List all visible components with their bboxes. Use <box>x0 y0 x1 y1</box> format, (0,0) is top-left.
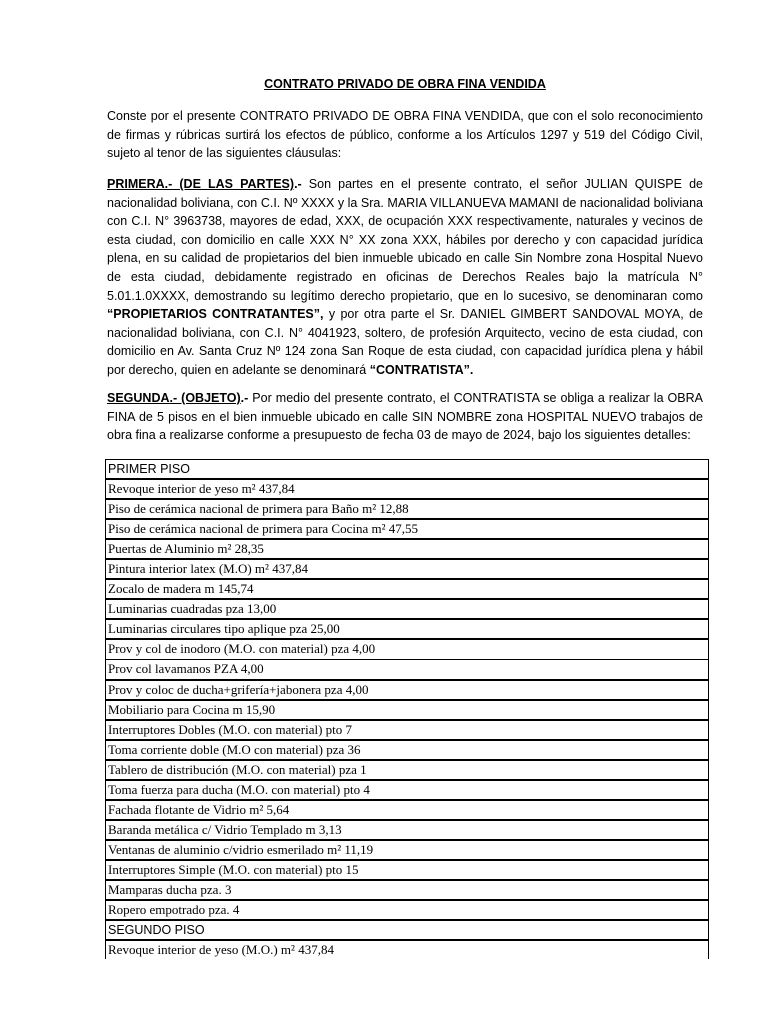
table-row: Prov y coloc de ducha+grifería+jabonera pza 4,00 <box>105 680 709 700</box>
table-row: Revoque interior de yeso m² 437,84 <box>105 479 709 499</box>
table-row: Interruptores Simple (M.O. con material) pto 15 <box>105 860 709 880</box>
table-row: Tablero de distribución (M.O. con material) pza 1 <box>105 760 709 780</box>
table-row: Piso de cerámica nacional de primera para Cocina m² 47,55 <box>105 519 709 539</box>
table-row: Mobiliario para Cocina m 15,90 <box>105 700 709 720</box>
table-section-heading: SEGUNDO PISO <box>105 920 709 940</box>
details-table <box>105 459 709 959</box>
table-row: Toma corriente doble (M.O con material) pza 36 <box>105 740 709 760</box>
clause-primera-dash: .- <box>294 177 302 191</box>
clause-segunda-heading: SEGUNDA.- (OBJETO) <box>107 391 241 405</box>
table-row: Piso de cerámica nacional de primera para Baño m² 12,88 <box>105 499 709 519</box>
table-row: Revoque interior de yeso (M.O.) m² 437,84 <box>105 940 709 959</box>
table-row: Mamparas ducha pza. 3 <box>105 880 709 900</box>
table-row: Zocalo de madera m 145,74 <box>105 579 709 599</box>
table-row: Prov col lavamanos PZA 4,00 <box>105 659 709 679</box>
table-row: Toma fuerza para ducha (M.O. con material) pto 4 <box>105 780 709 800</box>
clause-primera <box>107 175 703 380</box>
table-row: Puertas de Aluminio m² 28,35 <box>105 539 709 559</box>
clause-primera-party-contractor: “CONTRATISTA”. <box>369 362 474 377</box>
clause-segunda <box>107 389 703 445</box>
table-section-heading: PRIMER PISO <box>105 459 709 479</box>
table-row: Baranda metálica c/ Vidrio Templado m 3,13 <box>105 820 709 840</box>
clause-primera-heading: PRIMERA.- (DE LAS PARTES) <box>107 177 295 191</box>
intro-paragraph: Conste por el presente CONTRATO PRIVADO DE OBRA FINA VENDIDA, que con el solo reconocimiento de firmas y rúbricas surtirá los efectos de público, conforme a los Artículos 1297 y 519 del Código Civil, sujeto al tenor de las siguientes cláusulas: <box>107 109 703 161</box>
clause-primera-text-b: y por otra parte el Sr. DANIEL GIMBERT SANDOVAL MOYA, de nacionalidad boliviana, con C.I. N° 4041923, soltero, de profesión Arquitecto, vecino de esta ciudad, con domicilio en Av. Santa Cruz Nº 124 zona San Roque de esta ciudad, con capacidad jurídica plena y hábil por derecho, quien en adelante se denominará <box>107 307 703 377</box>
clause-primera-party-owners: “PROPIETARIOS CONTRATANTES”, <box>107 307 324 322</box>
clause-segunda-text: Por medio del presente contrato, el CONTRATISTA se obliga a realizar la OBRA FINA de 5 pisos en el bien inmueble ubicado en calle SIN NOMBRE zona HOSPITAL NUEVO trabajos de obra fina a realizarse conforme a presupuesto de fecha 03 de mayo de 2024, bajo los siguientes detalles: <box>107 391 703 443</box>
table-row: Luminarias cuadradas pza 13,00 <box>105 599 709 619</box>
table-row: Ventanas de aluminio c/vidrio esmerilado m² 11,19 <box>105 840 709 860</box>
table-row: Ropero empotrado pza. 4 <box>105 900 709 920</box>
table-row: Prov y col de inodoro (M.O. con material) pza 4,00 <box>105 639 709 659</box>
table-row: Luminarias circulares tipo aplique pza 25,00 <box>105 619 709 639</box>
contract-title: CONTRATO PRIVADO DE OBRA FINA VENDIDA <box>264 77 546 91</box>
table-row: Interruptores Dobles (M.O. con material) pto 7 <box>105 720 709 740</box>
table-row: Pintura interior latex (M.O) m² 437,84 <box>105 559 709 579</box>
clause-segunda-dash: .- <box>240 391 249 405</box>
table-row: Fachada flotante de Vidrio m² 5,64 <box>105 800 709 820</box>
clause-primera-text-a: Son partes en el presente contrato, el señor JULIAN QUISPE de nacionalidad boliviana, con C.I. Nº XXXX y la Sra. MARIA VILLANUEVA MAMANI de nacionalidad boliviana con C.I. N° 3963738, mayores de edad, XXX, de ocupación XXX respectivamente, naturales y vecinos de esta ciudad, con domicilio en calle XXX N° XX zona XXX, hábiles por derecho y con capacidad jurídica plena, en su calidad de propietarios del bien inmueble ubicado en calle Sin Nombre zona Hospital Nuevo de esta ciudad, debidamente registrado en oficinas de Derechos Reales bajo la matrícula N° 5.01.1.0XXXX, demostrando su legítimo derecho propietario, que en lo sucesivo, se denominaran como <box>107 177 703 303</box>
